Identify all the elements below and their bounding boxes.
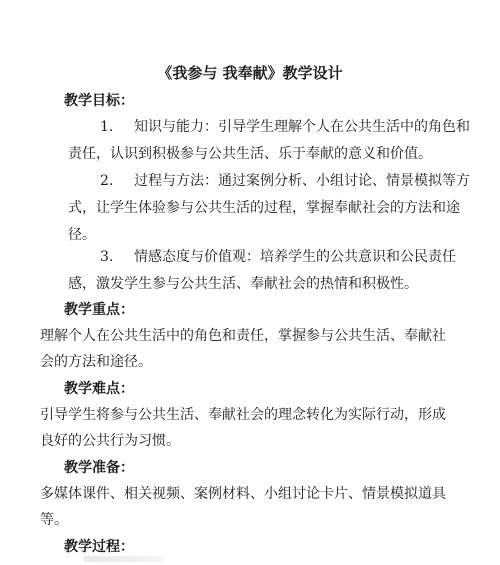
objective-item-2-line-1 (100, 171, 470, 191)
objective-item-1-line-1 (100, 117, 470, 137)
objective-item-3-text: 情感态度与价值观：培养学生的公共意识和公民责任 (134, 249, 456, 265)
objective-item-3-line-2: 感，激发学生参与公共生活、奉献社会的热情和积极性。 (68, 276, 418, 292)
objective-item-2-line-2: 式，让学生体验参与公共生活的过程，掌握奉献社会的方法和途 (68, 200, 460, 216)
key-points-heading: 教学重点： (64, 302, 134, 318)
objective-item-1-line-2: 责任，认识到积极参与公共生活、乐于奉献的意义和价值。 (68, 146, 432, 162)
process-heading: 教学过程： (64, 539, 134, 555)
difficulties-line-1: 引导学生将参与公共生活、奉献社会的理念转化为实际行动，形成 (40, 407, 446, 423)
key-points-line-1: 理解个人在公共生活中的角色和责任，掌握参与公共生活、奉献社 (40, 328, 446, 344)
objective-item-3-number: 3. (100, 249, 114, 265)
preparation-line-1: 多媒体课件、相关视频、案例材料、小组讨论卡片、情景模拟道具 (40, 486, 446, 502)
faded-text-fragment (84, 556, 164, 562)
objective-item-3-line-1 (100, 247, 456, 267)
objective-item-2-line-3: 径。 (68, 227, 96, 243)
objectives-heading: 教学目标： (64, 93, 134, 109)
objective-item-1-text: 知识与能力：引导学生理解个人在公共生活中的角色和 (134, 119, 470, 135)
preparation-heading: 教学准备： (64, 460, 134, 476)
difficulties-line-2: 良好的公共行为习惯。 (40, 433, 180, 449)
document-title: 《我参与 我奉献》教学设计 (157, 64, 343, 82)
objective-item-1-number: 1. (100, 119, 114, 135)
difficulties-heading: 教学难点： (64, 381, 134, 397)
objective-item-2-number: 2. (100, 173, 114, 189)
key-points-line-2: 会的方法和途径。 (40, 354, 152, 370)
objective-item-2-text: 过程与方法：通过案例分析、小组讨论、情景模拟等方 (134, 173, 470, 189)
preparation-line-2: 等。 (40, 512, 68, 528)
